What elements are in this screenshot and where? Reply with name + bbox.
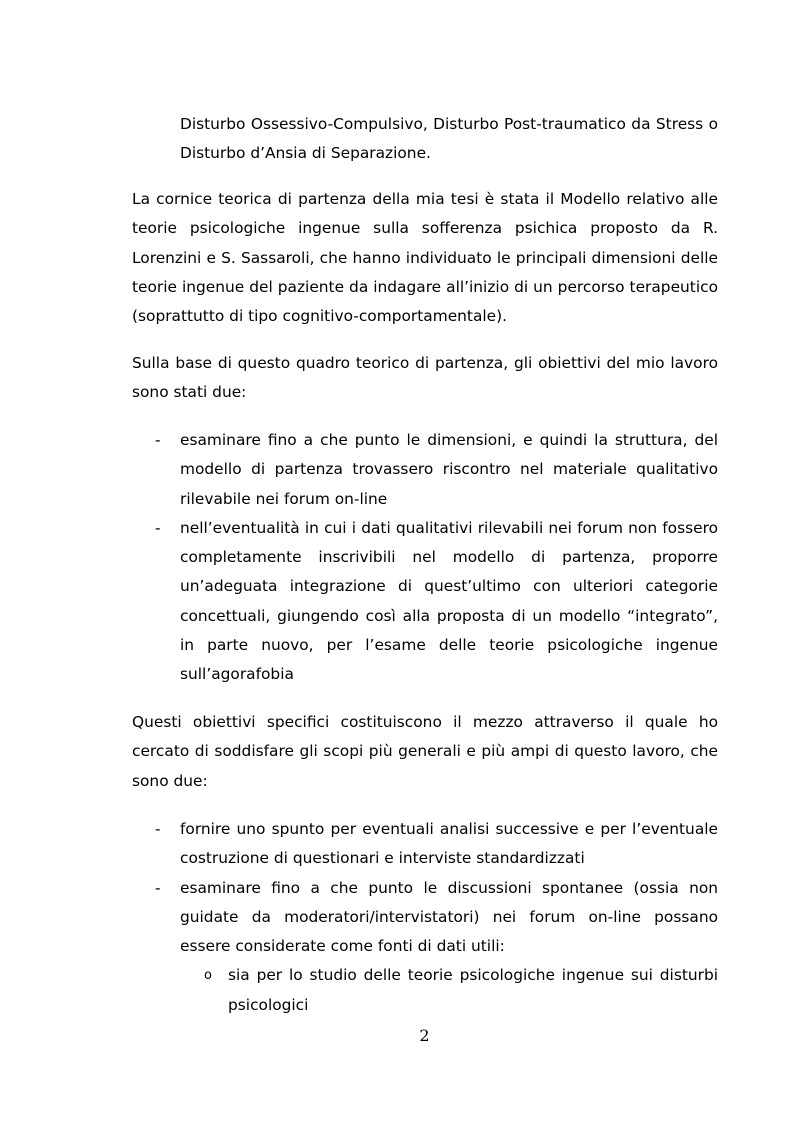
list-dash: - — [155, 431, 161, 449]
sub-list-item-text: sia per lo studio delle teorie psicologiche ingenue sui disturbi psicologici — [228, 966, 718, 1014]
list-dash: - — [155, 878, 161, 897]
list-item-text: esaminare fino a che punto le discussioni spontanee (ossia non guidate da moderatori/intervistatori) nei forum on-line possano essere considerate come fonti di dati utili: — [180, 878, 718, 956]
paragraph-general-purposes: Questi obiettivi specifici costituiscono il mezzo attraverso il quale ho cercato di soddisfare gli scopi più generali e più ampi di questo lavoro, che sono due: — [132, 713, 718, 790]
list-dash: - — [155, 820, 161, 838]
paragraph-theoretical-framework: La cornice teorica di partenza della mia tesi è stata il Modello relativo alle teorie psicologiche ingenue sulla sofferenza psichica proposto da R. Lorenzini e S. Sassaroli, che hanno individuato le principali dimensioni delle teorie ingenue del paziente da indagare all’inizio di un percorso terapeutico (soprattutto di tipo cognitivo-comportamentale). — [132, 190, 718, 326]
list-item — [132, 815, 718, 874]
page-number: 2 — [419, 1026, 430, 1045]
list-item-text: nell’eventualità in cui i dati qualitativi rilevabili nei forum non fossero completamente inscrivibili nel modello di partenza, proporre un’adeguata integrazione di quest’ultimo con ulteriori categorie concettuali, giungendo così alla proposta di un modello “integrato”, in parte nuovo, per l’esame delle teorie psicologiche ingenue sull’agorafobia — [180, 518, 718, 684]
list-item — [132, 426, 718, 514]
sub-list-item — [180, 961, 718, 1020]
objectives-list — [132, 426, 718, 690]
list-item-text: esaminare fino a che punto le dimensioni, e quindi la struttura, del modello di partenza trovassero riscontro nel materiale qualitativo rilevabile nei forum on-line — [180, 431, 718, 508]
list-dash: - — [155, 518, 161, 537]
paragraph-objectives-intro: Sulla base di questo quadro teorico di partenza, gli obiettivi del mio lavoro sono stati due: — [132, 354, 718, 402]
list-item — [132, 514, 718, 690]
list-item-text: fornire uno spunto per eventuali analisi successive e per l’eventuale costruzione di questionari e interviste standardizzati — [180, 820, 718, 868]
circle-bullet-icon: o — [204, 968, 212, 984]
continuation-text: Disturbo Ossessivo-Compulsivo, Disturbo Post-traumatico da Stress o Disturbo d’Ansia di Separazione. — [180, 115, 718, 163]
purposes-sublist — [180, 961, 718, 1020]
list-item — [132, 874, 718, 1020]
purposes-list — [132, 815, 718, 1020]
